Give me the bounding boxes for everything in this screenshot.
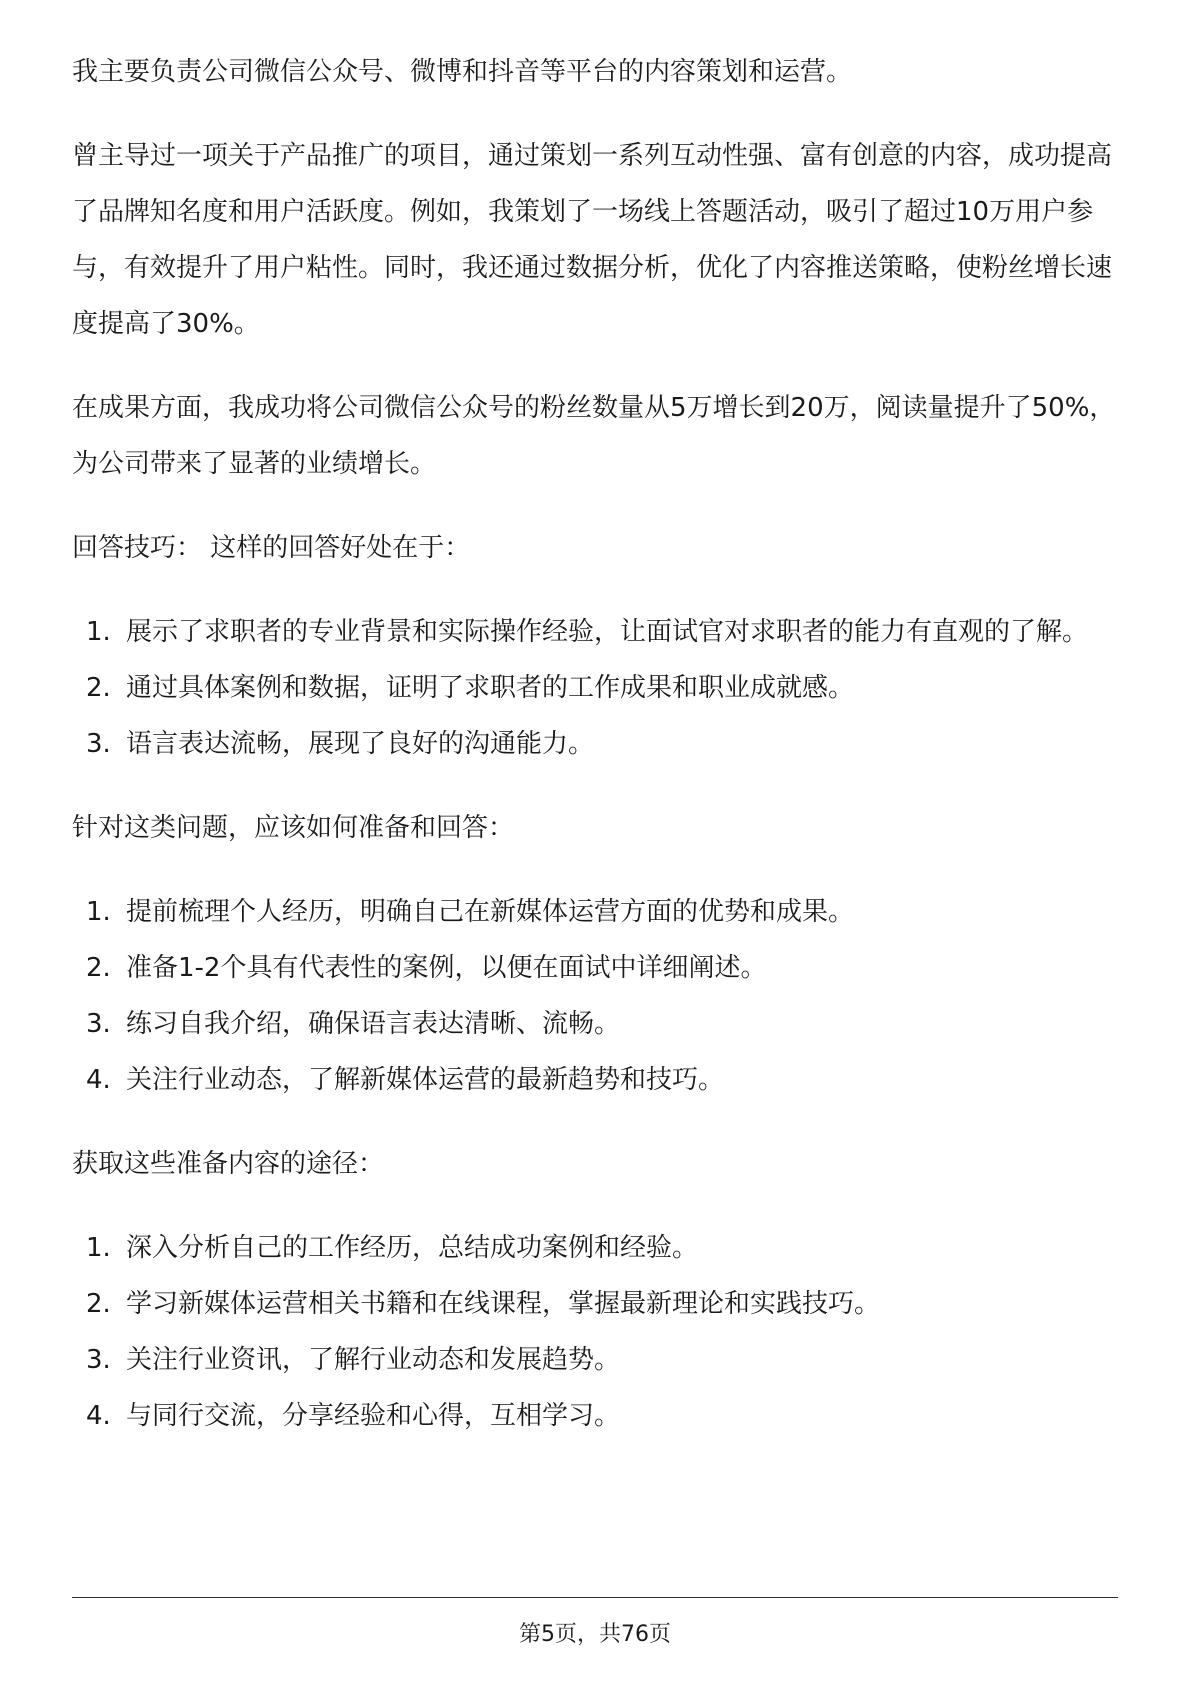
list-number: 4.	[86, 1401, 111, 1431]
list-item	[72, 1276, 1118, 1332]
list-number: 1.	[86, 617, 111, 647]
list-text: 深入分析自己的工作经历，总结成功案例和经验。	[126, 1233, 699, 1263]
sources-list	[72, 1220, 1118, 1444]
list-text: 展示了求职者的专业背景和实际操作经验，让面试官对求职者的能力有直观的了解。	[126, 617, 1089, 647]
list-text: 练习自我介绍，确保语言表达清晰、流畅。	[126, 1009, 621, 1039]
tips-list	[72, 604, 1118, 772]
list-item	[72, 884, 1118, 940]
list-item	[72, 604, 1118, 660]
sources-heading: 获取这些准备内容的途径：	[72, 1149, 385, 1179]
list-number: 3.	[86, 1345, 111, 1375]
list-item	[72, 1220, 1118, 1276]
list-item	[72, 1332, 1118, 1388]
page-number: 第5页，共76页	[519, 1622, 671, 1647]
list-text: 与同行交流，分享经验和心得，互相学习。	[126, 1401, 621, 1431]
list-number: 2.	[86, 953, 111, 983]
paragraph-3: 在成果方面，我成功将公司微信公众号的粉丝数量从5万增长到20万，阅读量提升了50%，为公司带来了显著的业绩增长。	[72, 393, 1116, 479]
list-item	[72, 716, 1118, 772]
page-content	[72, 44, 1118, 1472]
list-item	[72, 1052, 1118, 1108]
list-item	[72, 1388, 1118, 1444]
list-number: 1.	[86, 897, 111, 927]
paragraph-1: 我主要负责公司微信公众号、微博和抖音等平台的内容策划和运营。	[72, 57, 853, 87]
list-text: 学习新媒体运营相关书籍和在线课程，掌握最新理论和实践技巧。	[126, 1289, 881, 1319]
list-text: 关注行业资讯，了解行业动态和发展趋势。	[126, 1345, 621, 1375]
list-number: 2.	[86, 1289, 111, 1319]
paragraph-2: 曾主导过一项关于产品推广的项目，通过策划一系列互动性强、富有创意的内容，成功提高了品牌知名度和用户活跃度。例如，我策划了一场线上答题活动，吸引了超过10万用户参与，有效提升了用户粘性。同时，我还通过数据分析，优化了内容推送策略，使粉丝增长速度提高了30%。	[72, 141, 1113, 339]
list-text: 提前梳理个人经历，明确自己在新媒体运营方面的优势和成果。	[126, 897, 855, 927]
footer-divider	[72, 1597, 1118, 1598]
prepare-heading: 针对这类问题，应该如何准备和回答：	[72, 813, 515, 843]
list-number: 4.	[86, 1065, 111, 1095]
list-number: 3.	[86, 1009, 111, 1039]
list-text: 关注行业动态，了解新媒体运营的最新趋势和技巧。	[126, 1065, 725, 1095]
list-number: 1.	[86, 1233, 111, 1263]
list-item	[72, 996, 1118, 1052]
list-number: 2.	[86, 673, 111, 703]
list-text: 准备1-2个具有代表性的案例，以便在面试中详细阐述。	[126, 953, 767, 983]
prepare-list	[72, 884, 1118, 1108]
tips-heading: 回答技巧： 这样的回答好处在于：	[72, 533, 471, 563]
list-item	[72, 660, 1118, 716]
list-text: 通过具体案例和数据，证明了求职者的工作成果和职业成就感。	[126, 673, 855, 703]
list-text: 语言表达流畅，展现了良好的沟通能力。	[126, 729, 595, 759]
list-number: 3.	[86, 729, 111, 759]
list-item	[72, 940, 1118, 996]
